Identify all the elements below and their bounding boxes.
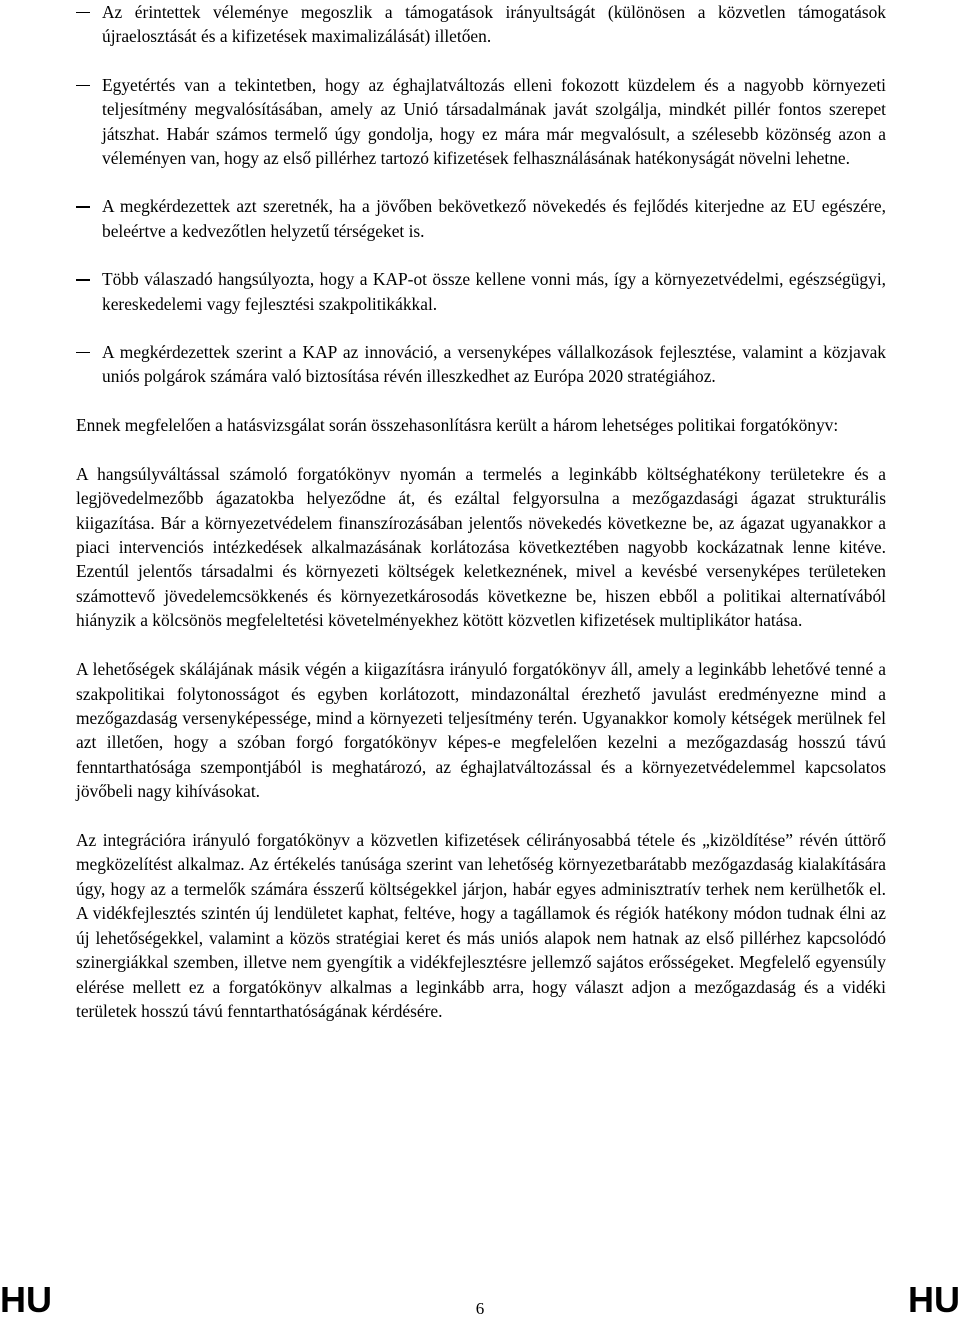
bullet-item bbox=[76, 0, 886, 49]
language-code-right: HU bbox=[908, 1279, 960, 1320]
intro-paragraph: Ennek megfelelően a hatásvizsgálat során összehasonlításra került a három lehetséges politikai forgatókönyv: bbox=[76, 414, 839, 435]
dash-bullet-icon bbox=[76, 12, 90, 13]
dash-bullet-icon bbox=[76, 85, 90, 86]
bullet-text: Több válaszadó hangsúlyozta, hogy a KAP-ot össze kellene vonni más, így a környezetvédelmi, egészségügyi, kereskedelemi vagy fejlesztési szakpolitikákkal. bbox=[102, 269, 886, 314]
bullet-item bbox=[76, 340, 886, 389]
bullet-item bbox=[76, 267, 886, 316]
page-number: 6 bbox=[475, 1299, 485, 1318]
document-body bbox=[76, 0, 886, 1048]
bullet-text: A megkérdezettek azt szeretnék, ha a jövőben bekövetkező növekedés és fejlődés kiterjedne az EU egészére, beleértve a kedvezőtlen helyzetű térségeket is. bbox=[102, 196, 886, 241]
dash-bullet-icon bbox=[76, 352, 90, 353]
scenario-shift-paragraph: A hangsúlyváltással számoló forgatókönyv nyomán a termelés a leginkább költséghatékony területekre és a legjövedelmezőbb ágazatokba helyeződne át, és ezáltal felgyorsulna a mezőgazdasági ágazat strukturális kiigazítása. Bár a környezetvédelem finanszírozásában jelentős növekedés következne be, az ágazat ugyanakkor a piaci intervenciós intézkedések alkalmazásának korlátozása következtében nagyobb kockázatnak lenne kitéve. Ezentúl jelentős társadalmi és környezeti költségek keletkeznének, mivel a kevésbé versenyképes területeken számottevő jövedelemcsökkenés és környezetkárosodás következne be, hiszen ebből a politikai alternatívából hiányzik a kölcsönös megfeleltetési követelményekhez kötött közvetlen kifizetések multiplikátor hatása. bbox=[76, 463, 886, 631]
dash-bullet-icon bbox=[76, 206, 90, 207]
bullet-text: A megkérdezettek szerint a KAP az innováció, a versenyképes vállalkozások fejlesztése, valamint a közjavak uniós polgárok számára való biztosítása révén illeszkedhet az Európa 2020 stratégiához. bbox=[102, 342, 886, 387]
dash-bullet-icon bbox=[76, 279, 90, 280]
bullet-list bbox=[76, 0, 886, 389]
bullet-text: Az érintettek véleménye megoszlik a támogatások irányultságát (különösen a közvetlen támogatások újraelosztását és a kifizetések maximalizálását) illetően. bbox=[102, 2, 886, 47]
language-code-left: HU bbox=[0, 1279, 52, 1320]
scenario-adjustment-paragraph: A lehetőségek skálájának másik végén a kiigazításra irányuló forgatókönyv áll, amely a leginkább lehetővé tenné a szakpolitikai folytonosságot és egyben korlátozott, mindazonáltal érezhető javulást eredményezne mind a mezőgazdaság versenyképessége, mind a környezeti teljesítmény terén. Ugyanakkor komoly kétségek merülnek fel azt illetően, hogy a szóban forgó forgatókönyv képes-e megfelelően kezelni a mezőgazdaság hosszú távú fenntarthatósága szempontjából is meghatározó, az éghajlatváltozással és a környezetvédelemmel kapcsolatos jövőbeli nagy kihívásokat. bbox=[76, 659, 886, 802]
bullet-text: Egyetértés van a tekintetben, hogy az éghajlatváltozás elleni fokozott küzdelem és a nagyobb környezeti teljesítmény megvalósításában, amely az Unió társadalmának javát szolgálja, mindkét pillér fontos szerepet játszhat. Habár számos termelő úgy gondolja, hogy ez mára már megvalósult, a szélesebb közönség azon a véleményen van, hogy az első pillérhez tartozó kifizetések felhasználásának hatékonyságát növelni lehetne. bbox=[102, 74, 886, 169]
bullet-item bbox=[76, 194, 886, 243]
bullet-item bbox=[76, 73, 886, 171]
scenario-integration-paragraph: Az integrációra irányuló forgatókönyv a közvetlen kifizetések célirányosabbá tétele és „kizöldítése” révén úttörő megközelítést alkalmaz. Az értékelés tanúsága szerint van lehetőség környezetbarátabb mezőgazdaság kialakítására úgy, hogy az a termelők számára ésszerű költségekkel járjon, habár egyes adminisztratív terhek nem kerülhetők el. A vidékfejlesztés szintén új lendületet kaphat, feltéve, hogy a tagállamok és régiók hatékony módon tudnak élni az új lehetőségekkel, valamint a közös stratégiai keret és más uniós alapok nem hatnak az első pillérhez kapcsolódó szinergiákkal szemben, illetve nem gyengítik a vidékfejlesztésre jellemző sajátos erősségeket. Megfelelő egyensúly elérése mellett ez a forgatókönyv alkalmas a leginkább arra, hogy választ adjon a mezőgazdaság és a vidéki területek hosszú távú fenntarthatóságának kérdésére. bbox=[76, 830, 886, 1021]
